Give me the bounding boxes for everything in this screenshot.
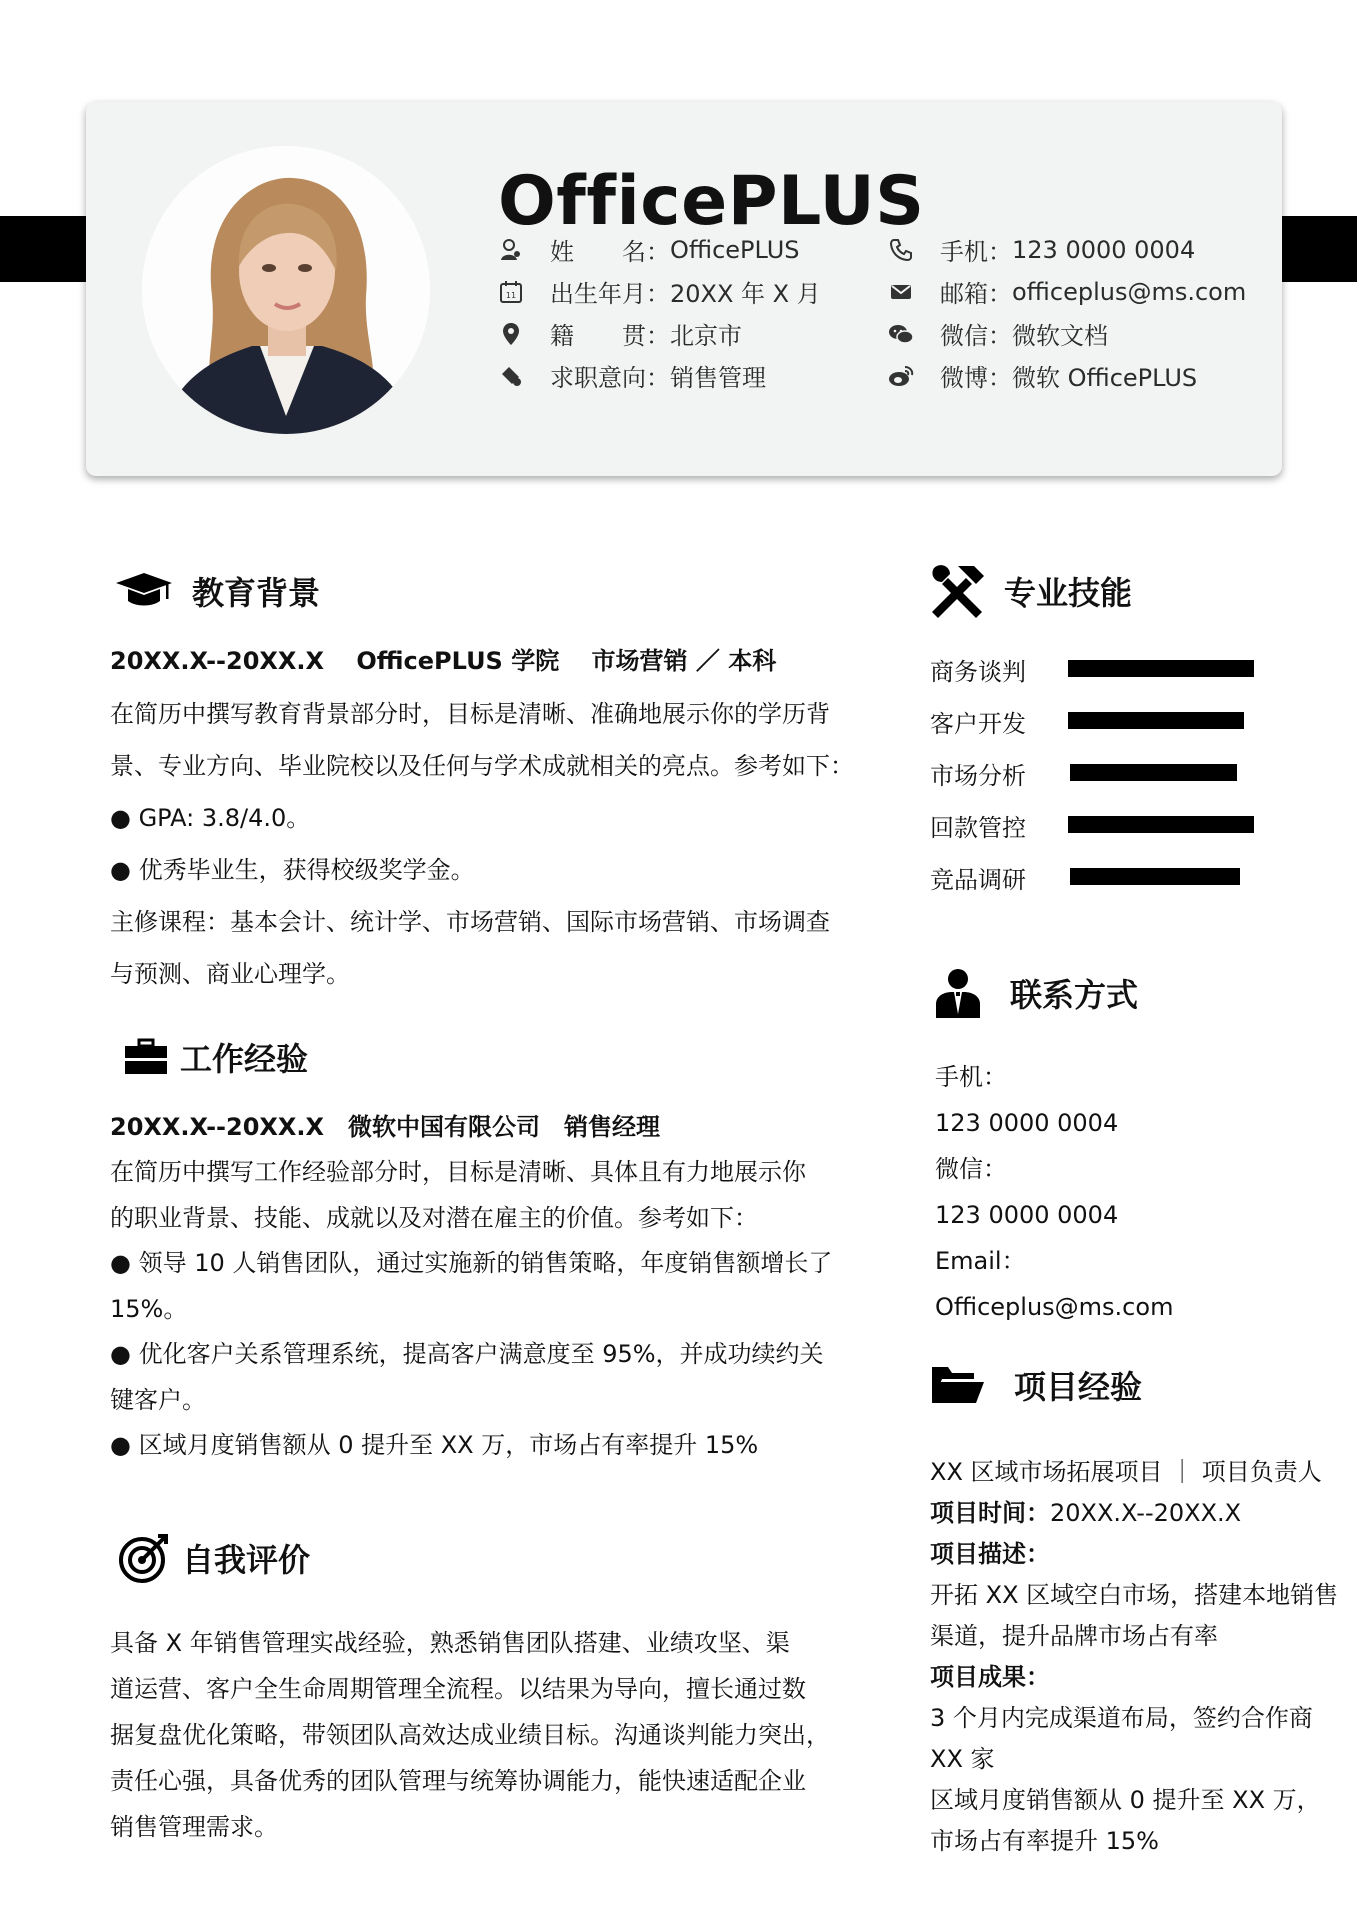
info-hometown: 籍 贯： 北京市 xyxy=(496,316,742,351)
skill-bar xyxy=(1070,764,1237,781)
folder-icon xyxy=(930,1365,986,1405)
self-eval-body: 具备 X 年销售管理实战经验，熟悉销售团队搭建、业绩攻坚、渠 道运营、客户全生命周期管理全流程。以结果为导向，擅长通过数 据复盘优化策略，带领团队高效达成业绩目标。沟通谈判能力突出， 责任心强，具备优秀的团队管理与统筹协调能力，能快速适配企业 销售管理需求。 xyxy=(110,1629,830,1841)
skill-label: 回款管控 xyxy=(930,814,1026,842)
weibo-icon xyxy=(886,361,916,391)
work-title: 工作经验 xyxy=(124,1034,308,1080)
header-card xyxy=(86,102,1282,476)
graduation-cap-icon xyxy=(114,571,174,611)
info-name: 姓 名： OfficePLUS xyxy=(496,232,800,267)
info-weibo: 微博： 微软 OfficePLUS xyxy=(886,358,1197,393)
skill-label: 市场分析 xyxy=(930,762,1026,790)
avatar xyxy=(142,146,430,434)
info-birth: 11 出生年月： 20XX 年 X 月 xyxy=(496,274,821,309)
right-accent-bar xyxy=(1280,216,1357,282)
project-body: XX 区域市场拓展项目 ｜ 项目负责人 项目时间：20XX.X--20XX.X 项目描述： 开拓 XX 区域空白市场，搭建本地销售 渠道，提升品牌市场占有率 项目成果： 3 个月内完成渠道布局，签约合作商 XX 家 区域月度销售额从 0 提升至 XX 万， 市场占有率提升 15% xyxy=(930,1458,1339,1855)
wechat-icon xyxy=(886,319,916,349)
skill-bar xyxy=(1068,816,1254,833)
skill-bar xyxy=(1070,868,1240,885)
calendar-icon xyxy=(496,277,526,307)
candidate-name: OfficePLUS xyxy=(498,162,925,241)
skill-bar xyxy=(1068,712,1244,729)
skill-label: 商务谈判 xyxy=(930,658,1026,686)
work-body: 在简历中撰写工作经验部分时，目标是清晰、具体且有力地展示你 的职业背景、技能、成就以及对潜在雇主的价值。参考如下： ● 领导 10 人销售团队，通过实施新的销售策略，年度销售额增长了 15%。 ● 优化客户关系管理系统，提高客户满意度至 95%，并成功续约关 键客户。 ● 区域月度销售额从 0 提升至 XX 万，市场占有率提升 15% xyxy=(110,1158,833,1459)
education-title: 教育背景 xyxy=(114,568,320,614)
target-icon xyxy=(496,361,526,391)
left-accent-bar xyxy=(0,216,90,282)
mail-icon xyxy=(886,277,916,307)
target-dart-icon xyxy=(118,1532,170,1584)
info-wechat: 微信： 微软文档 xyxy=(886,316,1108,351)
briefcase-icon xyxy=(124,1038,168,1076)
person-icon xyxy=(496,235,526,265)
info-phone: 手机： 123 0000 0004 xyxy=(886,232,1195,267)
phone-icon xyxy=(886,235,916,265)
location-icon xyxy=(496,319,526,349)
svg-text:11: 11 xyxy=(505,290,517,300)
contact-body: 手机： 123 0000 0004 微信： 123 0000 0004 Email： Officeplus@ms.com xyxy=(935,1063,1174,1321)
skills-title: 专业技能 xyxy=(928,562,1132,620)
info-email: 邮箱： officeplus@ms.com xyxy=(886,274,1246,309)
education-heading: 20XX.X--20XX.X OfficePLUS 学院 市场营销 ／ 本科 xyxy=(110,647,777,675)
self-eval-title: 自我评价 xyxy=(118,1532,310,1584)
skill-label: 竞品调研 xyxy=(930,866,1026,894)
contact-title: 联系方式 xyxy=(934,968,1138,1018)
contact-person-icon xyxy=(934,968,982,1018)
education-body: 在简历中撰写教育背景部分时，目标是清晰、准确地展示你的学历背 景、专业方向、毕业院校以及任何与学术成就相关的亮点。参考如下： ● GPA: 3.8/4.0。 ● 优秀毕业生，获得校级奖学金。 主修课程：基本会计、统计学、市场营销、国际市场营销、市场调查 与预测、商业心理学。 xyxy=(110,700,854,988)
skill-label: 客户开发 xyxy=(930,710,1026,738)
tools-icon xyxy=(928,562,986,620)
info-objective: 求职意向： 销售管理 xyxy=(496,358,766,393)
project-title: 项目经验 xyxy=(930,1362,1142,1408)
skill-bar xyxy=(1068,660,1254,677)
work-heading: 20XX.X--20XX.X 微软中国有限公司 销售经理 xyxy=(110,1113,661,1141)
